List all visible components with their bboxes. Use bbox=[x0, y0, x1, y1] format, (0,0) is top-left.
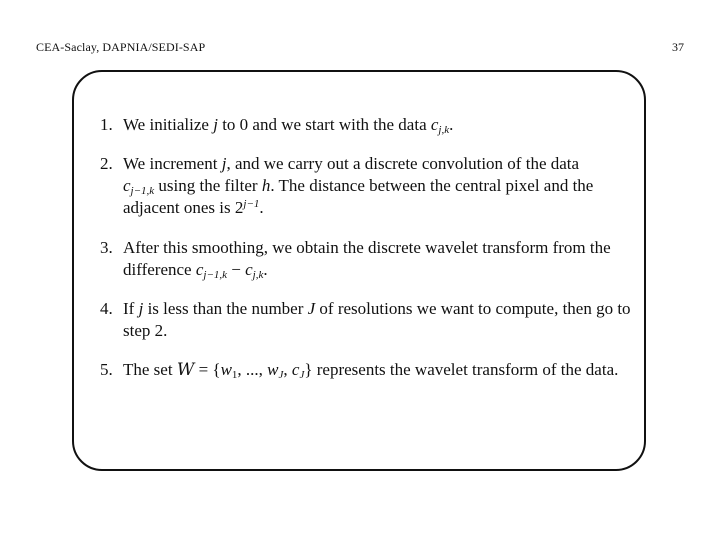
step-2: 2. We increment j, and we carry out a discrete convolution of the data $c_{j-1,k}$ using the filter h. The distance between the central pixel and the adjacent ones is $2^{j-1}$. bbox=[100, 154, 594, 217]
step-number: 3. bbox=[100, 238, 113, 257]
math-difference: $c_{j-1,k} - c_{j,k}$ bbox=[195, 260, 264, 281]
step-number: 5. bbox=[100, 360, 113, 379]
math-c-j-1-k: $c_{j-1,k}$ bbox=[123, 176, 155, 197]
math-power: $2^{j-1}$ bbox=[234, 198, 260, 217]
step-4: 4. If j is less than the number J of resolutions we want to compute, then go to step 2. bbox=[100, 299, 631, 340]
algorithm-steps bbox=[100, 114, 640, 381]
page-number: 37 bbox=[672, 40, 684, 54]
step-3: 3. After this smoothing, we obtain the discrete wavelet transform from the difference $c_{j-1,k} - c_{j,k}$. bbox=[100, 238, 611, 281]
step-5: 5. The set $W = \{w_1$, ..., $w_J$, $c_J$} represents the wavelet transform of the data. bbox=[100, 360, 619, 381]
math-c-jk: $c_{j,k}$ bbox=[430, 115, 450, 136]
math-wavelet-set: $W = \{w_1$, ..., $w_J$, $c_J$} bbox=[176, 360, 313, 381]
step-number: 4. bbox=[100, 299, 113, 318]
step-1: 1. We initialize j to 0 and we start with the data $c_{j,k}$. bbox=[100, 115, 454, 136]
step-number: 2. bbox=[100, 154, 113, 173]
step-number: 1. bbox=[100, 115, 113, 134]
header-source: CEA-Saclay, DAPNIA/SEDI-SAP bbox=[36, 40, 206, 54]
